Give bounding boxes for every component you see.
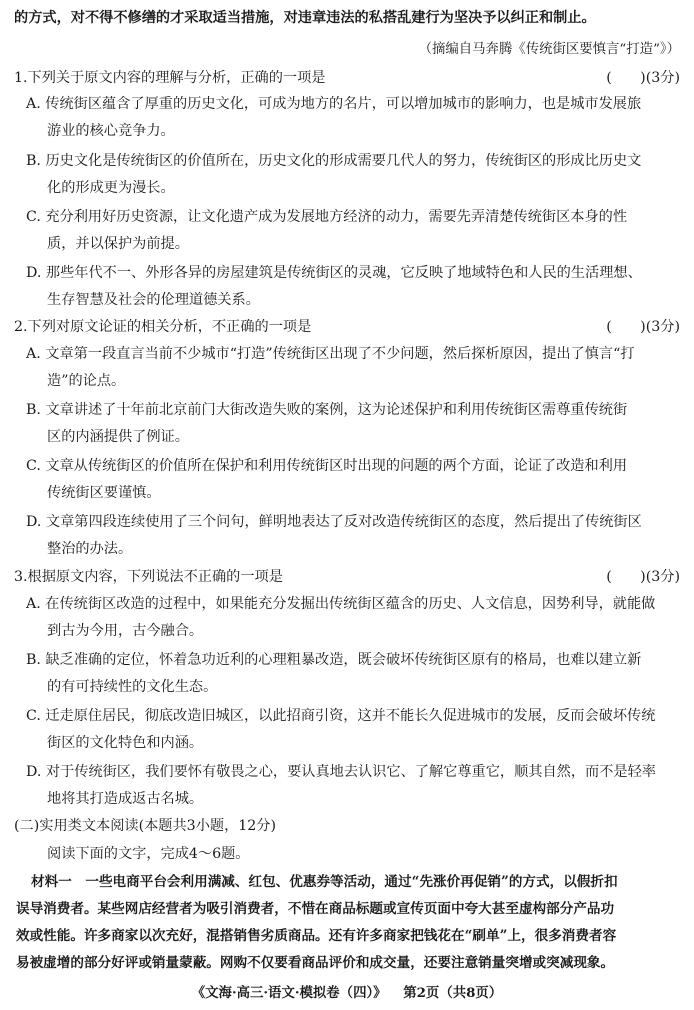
q2-option-d-line1: D. 文章第四段连续使用了三个问句，鲜明地表达了反对改造传统街区的态度，然后提出了传统街区 [26, 514, 642, 530]
q3-option-d-line1: D. 对于传统街区，我们要怀有敬畏之心，要认真地去认识它、了解它尊重它，顺其自然，而不是轻率 [26, 764, 656, 780]
q2-option-d-line2: 整治的办法。 [47, 541, 133, 557]
q1-option-a-line2: 游业的核心竞争力。 [47, 123, 175, 139]
q1-option-b-line2: 化的形成更为漫长。 [47, 180, 175, 196]
question-3-score: ( )(3分) [606, 569, 680, 585]
question-3-stem: 3.根据原文内容，下列说法不正确的一项是 [14, 569, 283, 585]
question-1-score: ( )(3分) [606, 70, 680, 86]
q1-option-b-line1: B. 历史文化是传统街区的价值所在，历史文化的形成需要几代人的努力，传统街区的形成比历史文 [26, 153, 642, 169]
material-line-1: 材料一 一些电商平台会利用满减、红包、优惠券等活动，通过“先涨价再促销”的方式，以假折扣 [31, 874, 618, 890]
q3-option-d-line2: 地将其打造成返古名城。 [47, 791, 204, 807]
continuation-line: 的方式，对不得不修缮的才采取适当措施，对违章违法的私搭乱建行为坚决予以纠正和制止。 [14, 10, 596, 26]
q3-option-a-line1: A. 在传统街区改造的过程中，如果能充分发掘出传统街区蕴含的历史、人文信息，因势利导，就能做 [26, 596, 656, 612]
q1-option-c-line2: 质，并以保护为前提。 [47, 236, 189, 252]
footer-page-number: 第2页（共8页） [403, 985, 503, 1001]
q3-option-b-line2: 的有可持续性的文化生态。 [47, 679, 218, 695]
q2-option-c-line2: 传统街区要谨慎。 [47, 485, 161, 501]
material-line-2: 误导消费者。某些网店经营者为吸引消费者，不惜在商品标题或宣传页面中夸大甚至虚构部分产品功 [16, 901, 615, 917]
material-line-3: 效或性能。许多商家以次充好，混搭销售劣质商品。还有许多商家把钱花在“刷单”上，很多消费者容 [16, 928, 617, 944]
q3-option-a-line2: 到古为今用，古今融合。 [47, 623, 204, 639]
source-citation: （摘编自马奔腾《传统街区要慎言“打造”》） [418, 42, 680, 57]
question-3-stem-row [14, 567, 694, 587]
page-footer [0, 982, 694, 1001]
footer-title: 《文海·高三·语文·模拟卷（四）》 [191, 985, 387, 1001]
question-2-score: ( )(3分) [606, 319, 680, 335]
material-line-4: 易被虚增的部分好评或销量蒙蔽。网购不仅要看商品评价和成交量，还要注意销量突增或突减现象。 [16, 955, 615, 971]
q3-option-c-line2: 街区的文化特色和内涵。 [47, 735, 204, 751]
q3-option-b-line1: B. 缺乏准确的定位，怀着急功近利的心理粗暴改造，既会破坏传统街区原有的格局，也难以建立新 [26, 652, 642, 668]
q2-option-b-line1: B. 文章讲述了十年前北京前门大街改造失败的案例，这为论述保护和利用传统街区需尊重传统街 [26, 402, 628, 418]
q2-option-c-line1: C. 文章从传统街区的价值所在保护和利用传统街区时出现的问题的两个方面，论证了改造和利用 [26, 458, 628, 474]
q2-option-a-line2: 造”的论点。 [47, 373, 126, 389]
q1-option-d-line1: D. 那些年代不一、外形各异的房屋建筑是传统街区的灵魂，它反映了地域特色和人民的生活理想、 [26, 265, 642, 281]
q2-option-b-line2: 区的内涵提供了例证。 [47, 429, 189, 445]
question-2-stem-row [14, 317, 694, 337]
q3-option-c-line1: C. 迁走原住居民，彻底改造旧城区，以此招商引资，这并不能长久促进城市的发展，反而会破坏传统 [26, 708, 656, 724]
reading-instruction: 阅读下面的文字，完成4～6题。 [47, 846, 250, 862]
q2-option-a-line1: A. 文章第一段直言当前不少城市“打造”传统街区出现了不少问题，然后探析原因，提出了慎言“打 [26, 346, 635, 362]
q1-option-a-line1: A. 传统街区蕴含了厚重的历史文化，可成为地方的名片，可以增加城市的影响力，也是城市发展旅 [26, 96, 642, 112]
question-1-stem-row [14, 68, 694, 88]
question-2-stem: 2.下列对原文论证的相关分析，不正确的一项是 [14, 319, 312, 335]
q1-option-c-line1: C. 充分利用好历史资源，让文化遗产成为发展地方经济的动力，需要先弄清楚传统街区本身的性 [26, 209, 628, 225]
question-1-stem: 1.下列关于原文内容的理解与分析，正确的一项是 [14, 70, 326, 86]
q1-option-d-line2: 生存智慧及社会的伦理道德关系。 [47, 292, 260, 308]
section-heading: (二)实用类文本阅读(本题共3小题，12分) [14, 818, 277, 834]
